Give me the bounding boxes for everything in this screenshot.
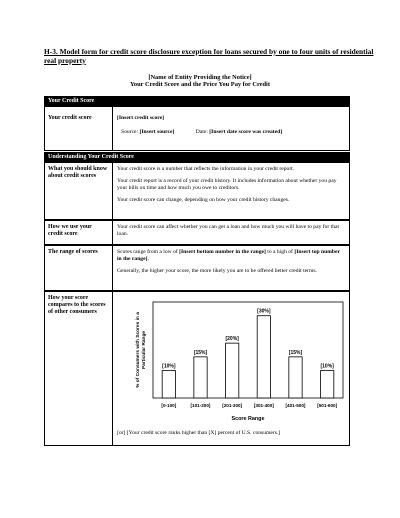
paragraph: Generally, the higher your score, the more likely you are to be offered better credit terms. xyxy=(117,268,317,274)
tick-label: [501-600] xyxy=(317,403,338,408)
row-label: How we use your credit score xyxy=(48,224,92,237)
row-content xyxy=(117,249,345,280)
score-distribution-chart xyxy=(115,294,345,428)
credit-score-placeholder: [Insert credit score] xyxy=(117,115,165,121)
paragraph: Your credit score can change, depending on how your credit history changes. xyxy=(117,197,290,203)
paragraph: Your credit score can affect whether you can get a loan and how much you will have to pay for that loan. xyxy=(117,224,340,237)
row-label: The range of scores xyxy=(48,249,98,255)
bar xyxy=(194,357,207,398)
row-what-to-know xyxy=(45,162,349,219)
x-axis-label: Score Range xyxy=(231,416,265,422)
y-axis-label: % of Consumers with Scores in aParticular Range xyxy=(136,312,147,388)
tick-label: [201-300] xyxy=(222,403,243,408)
row-content xyxy=(117,115,345,136)
data-label: [30%] xyxy=(257,308,271,315)
tick-label: [101-200] xyxy=(190,403,211,408)
credit-score-section xyxy=(44,96,350,151)
row-comparison xyxy=(45,290,349,445)
row-label: What you should know about credit scores xyxy=(48,166,108,179)
paragraph xyxy=(117,249,345,263)
bar xyxy=(289,357,302,398)
plot-frame xyxy=(153,302,343,398)
bar xyxy=(321,371,334,398)
column-divider xyxy=(112,107,113,150)
data-label: [10%] xyxy=(320,363,334,370)
data-label: [15%] xyxy=(193,349,208,356)
paragraph: Your credit report is a record of your credit history. It includes information about whether you pay your bills on time and how much you owe to creditors. xyxy=(117,178,337,191)
row-range xyxy=(45,244,349,290)
section-header: Understanding Your Credit Score xyxy=(45,153,349,162)
bar xyxy=(162,371,175,398)
source-date-line xyxy=(117,129,345,136)
column-divider xyxy=(112,221,113,244)
notice-subtitle: Your Credit Score and the Price You Pay for Credit xyxy=(130,81,270,88)
text-run: . xyxy=(147,256,149,262)
data-label: [20%] xyxy=(225,336,239,343)
row-content xyxy=(117,166,345,209)
credit-score-row xyxy=(45,106,349,150)
section-header: Your Credit Score xyxy=(45,97,349,106)
date-label: Date: xyxy=(195,129,208,135)
row-label: Your credit score xyxy=(48,115,92,121)
tick-label: [301-400] xyxy=(253,403,274,408)
top-range-placeholder: [Insert top number in the range] xyxy=(117,249,340,262)
bar xyxy=(257,316,270,398)
row-label: How your score compares to the scores of other consumers xyxy=(48,295,106,315)
source-value: [Insert source] xyxy=(139,129,175,135)
data-label: [15%] xyxy=(288,349,303,356)
text-run: to a high of xyxy=(265,249,295,255)
data-label: [10%] xyxy=(162,363,176,370)
bottom-range-placeholder: [Insert bottom number in the range] xyxy=(179,249,266,255)
text-run: Scores range from a low of xyxy=(117,249,180,255)
row-content xyxy=(117,224,345,243)
source-label: Source: xyxy=(121,129,139,135)
column-divider xyxy=(112,163,113,219)
understanding-section xyxy=(44,152,350,446)
bar xyxy=(226,343,239,398)
column-divider xyxy=(112,246,113,290)
date-value: [Insert date score was created] xyxy=(209,129,283,135)
column-divider xyxy=(112,292,113,445)
comparison-footer: [or] [Your credit score ranks higher than [X] percent of U.S. consumers.] xyxy=(117,430,281,436)
tick-label: [0-100] xyxy=(161,403,177,408)
entity-line: [Name of Entity Providing the Notice] xyxy=(148,74,252,81)
paragraph: Your credit score is a number that reflects the information in your credit report. xyxy=(117,166,295,172)
row-how-we-use xyxy=(45,219,349,244)
form-title: H-3. Model form for credit score disclosure exception for loans secured by one to four units of residential real property xyxy=(44,47,374,65)
tick-label: [401-500] xyxy=(285,403,306,408)
